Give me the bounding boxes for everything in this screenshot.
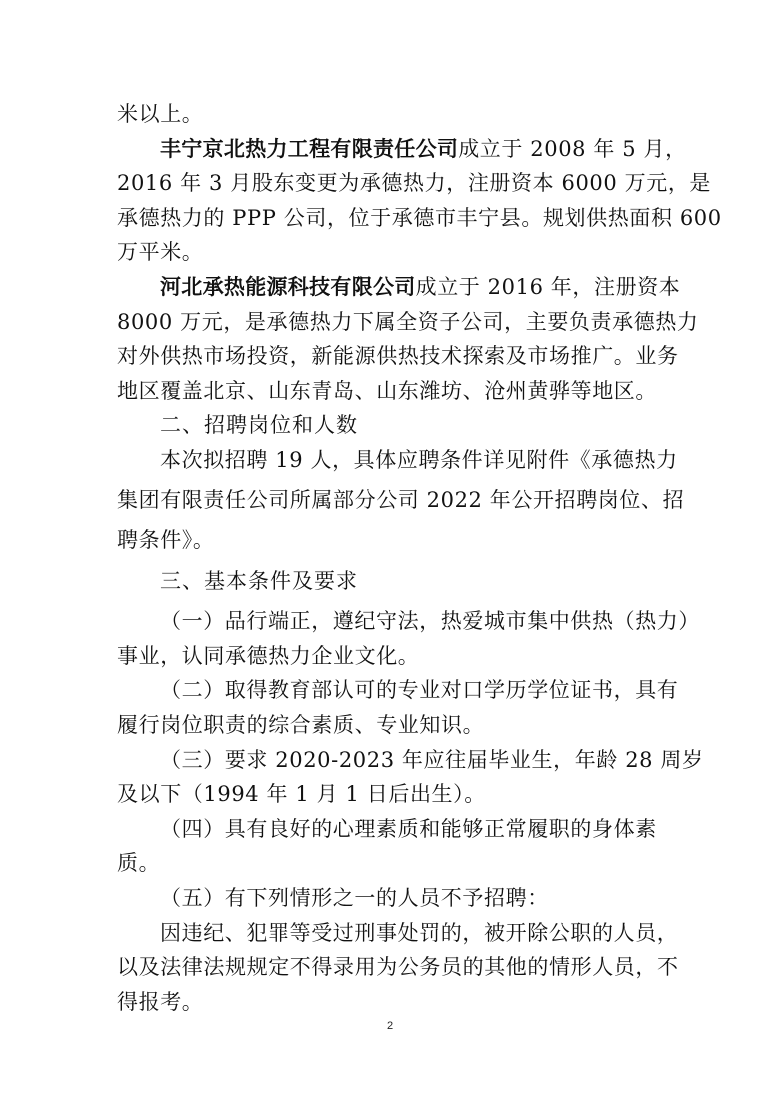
text-line: （一）品行端正，遵纪守法，热爱城市集中供热（热力） xyxy=(160,609,700,633)
section-heading: 三、基本条件及要求 xyxy=(160,569,358,593)
text-line: 因违纪、犯罪等受过刑事处罚的，被开除公职的人员， xyxy=(160,921,679,945)
text-line xyxy=(160,271,680,303)
page-number: 2 xyxy=(386,1020,394,1032)
text-line xyxy=(160,133,687,165)
text-line: （三）要求 2020-2023 年应往届毕业生，年龄 28 周岁 xyxy=(160,748,704,772)
text-span: 成立于 2016 年，注册资本 xyxy=(415,275,681,299)
section-heading: 二、招聘岗位和人数 xyxy=(160,413,358,437)
text-line: 8000 万元，是承德热力下属全资子公司，主要负责承德热力 xyxy=(117,310,699,334)
text-line: 2016 年 3 月股东变更为承德热力，注册资本 6000 万元，是 xyxy=(117,171,712,195)
text-line: 本次拟招聘 19 人，具体应聘条件详见附件《承德热力 xyxy=(160,448,678,472)
text-line: 及以下（1994 年 1 月 1 日后出生）。 xyxy=(117,782,486,806)
company-name: 河北承热能源科技有限公司 xyxy=(160,275,416,299)
text-line: 得报考。 xyxy=(117,990,204,1014)
company-name: 丰宁京北热力工程有限责任公司 xyxy=(160,137,459,161)
text-line: （四）具有良好的心理素质和能够正常履职的身体素 xyxy=(160,817,657,841)
text-line: 聘条件》。 xyxy=(117,528,215,552)
text-line: 以及法律法规规定不得录用为公务员的其他的情形人员，不 xyxy=(117,955,679,979)
text-line: （五）有下列情形之一的人员不予招聘： xyxy=(160,886,549,910)
text-span: 成立于 2008 年 5 月， xyxy=(458,137,687,161)
text-line: 万平米。 xyxy=(117,240,204,264)
text-line: 事业，认同承德热力企业文化。 xyxy=(117,644,420,668)
text-line: 地区覆盖北京、山东青岛、山东潍坊、沧州黄骅等地区。 xyxy=(117,379,657,403)
text-line: 履行岗位职责的综合素质、专业知识。 xyxy=(117,713,485,737)
text-line: 米以上。 xyxy=(117,102,204,126)
text-line: （二）取得教育部认可的专业对口学历学位证书，具有 xyxy=(160,678,679,702)
text-line: 承德热力的 PPP 公司，位于承德市丰宁县。规划供热面积 600 xyxy=(117,206,722,230)
text-line: 对外供热市场投资，新能源供热技术探索及市场推广。业务 xyxy=(117,344,679,368)
text-line: 集团有限责任公司所属部分公司 2022 年公开招聘岗位、招 xyxy=(117,488,685,512)
text-line: 质。 xyxy=(117,851,161,875)
